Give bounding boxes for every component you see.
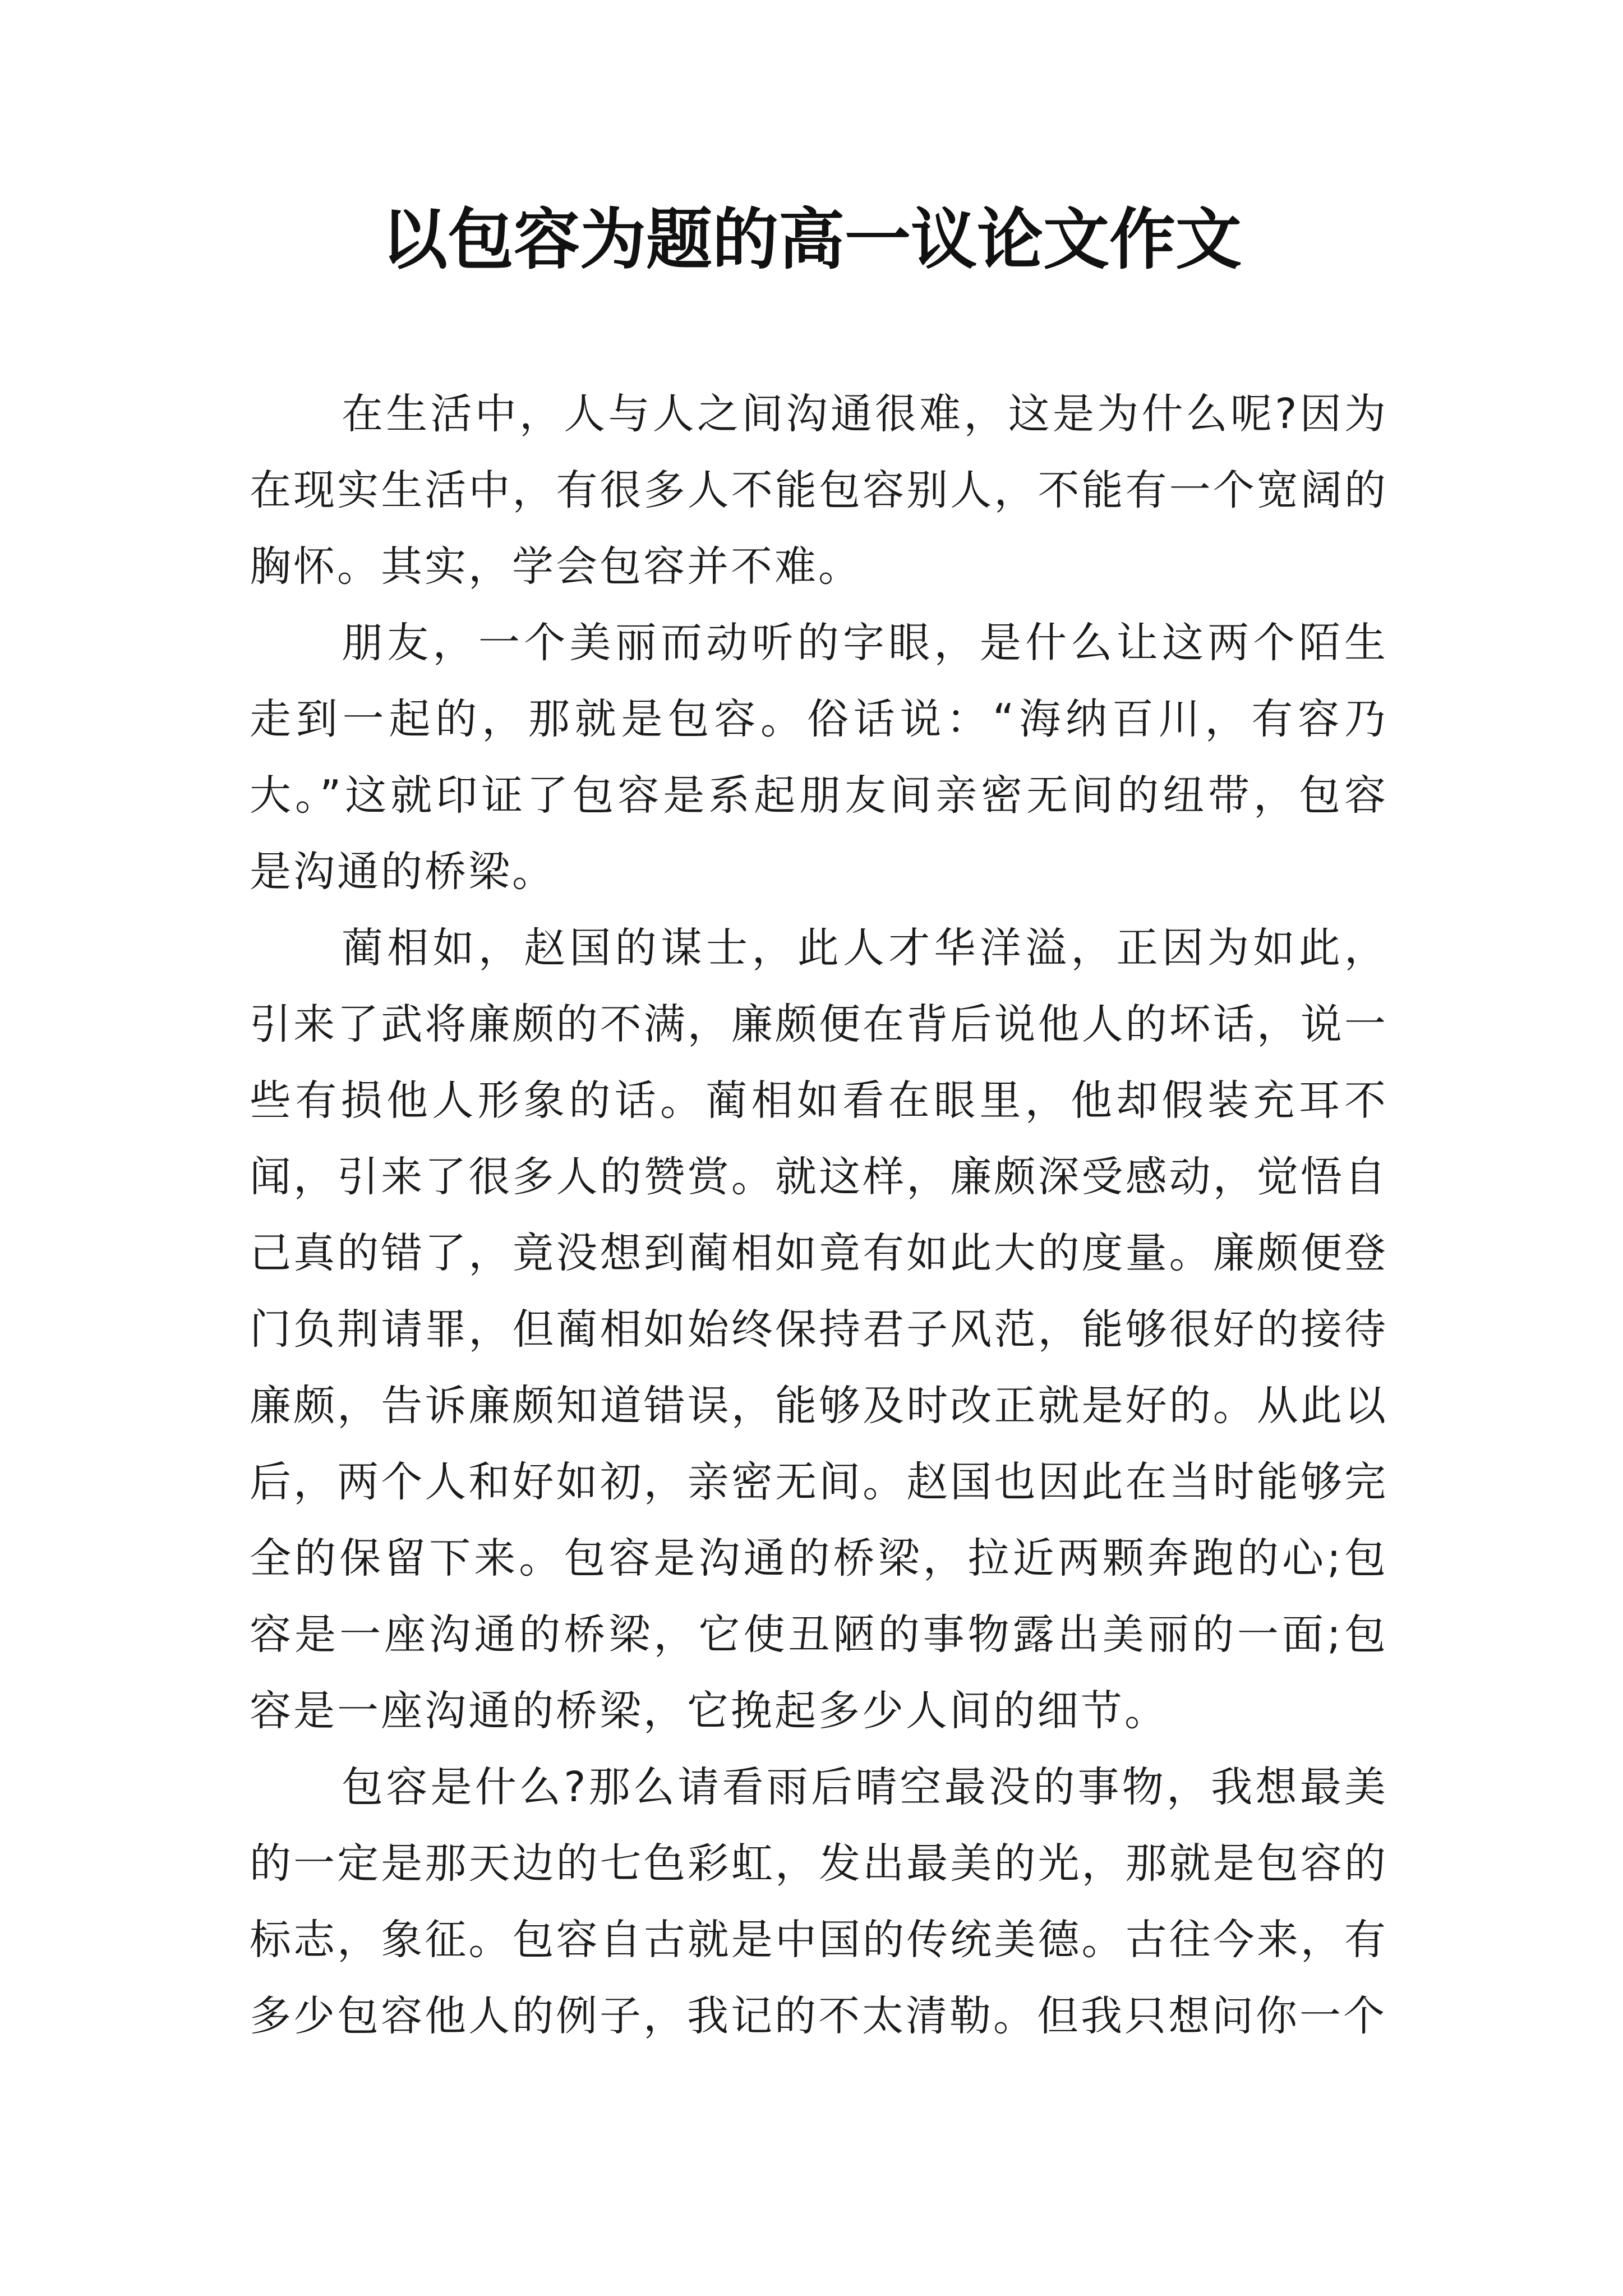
paragraph: 在生活中，人与人之间沟通很难，这是为什么呢?因为在现实生活中，有很多人不能包容别人，不能有一个宽阔的胸怀。其实，学会包容并不难。	[250, 390, 1388, 591]
paragraph: 朋友，一个美丽而动听的字眼，是什么让这两个陌生走到一起的，那就是包容。俗话说：“海纳百川，有容乃大。”这就印证了包容是系起朋友间亲密无间的纽带，包容是沟通的桥梁。	[250, 619, 1388, 896]
paragraph: 蔺相如，赵国的谋士，此人才华洋溢，正因为如此，引来了武将廉颇的不满，廉颇便在背后说他人的坏话，说一些有损他人形象的话。蔺相如看在眼里，他却假装充耳不闻，引来了很多人的赞赏。就这样，廉颇深受感动，觉悟自己真的错了，竟没想到蔺相如竟有如此大的度量。廉颇便登门负荆请罪，但蔺相如始终保持君子风范，能够很好的接待廉颇，告诉廉颇知道错误，能够及时改正就是好的。从此以后，两个人和好如初，亲密无间。赵国也因此在当时能够完全的保留下来。包容是沟通的桥梁，拉近两颗奔跑的心;包容是一座沟通的桥梁，它使丑陋的事物露出美丽的一面;包容是一座沟通的桥梁，它挽起多少人间的细节。	[250, 924, 1388, 1735]
document-body	[250, 376, 1388, 2054]
document-title: 以包容为题的高一议论文作文	[381, 200, 1242, 278]
paragraph: 包容是什么?那么请看雨后晴空最没的事物，我想最美的一定是那天边的七色彩虹，发出最美的光，那就是包容的标志，象征。包容自古就是中国的传统美德。古往今来，有多少包容他人的例子，我记的不太清勒。但我只想问你一个	[250, 1763, 1388, 2040]
